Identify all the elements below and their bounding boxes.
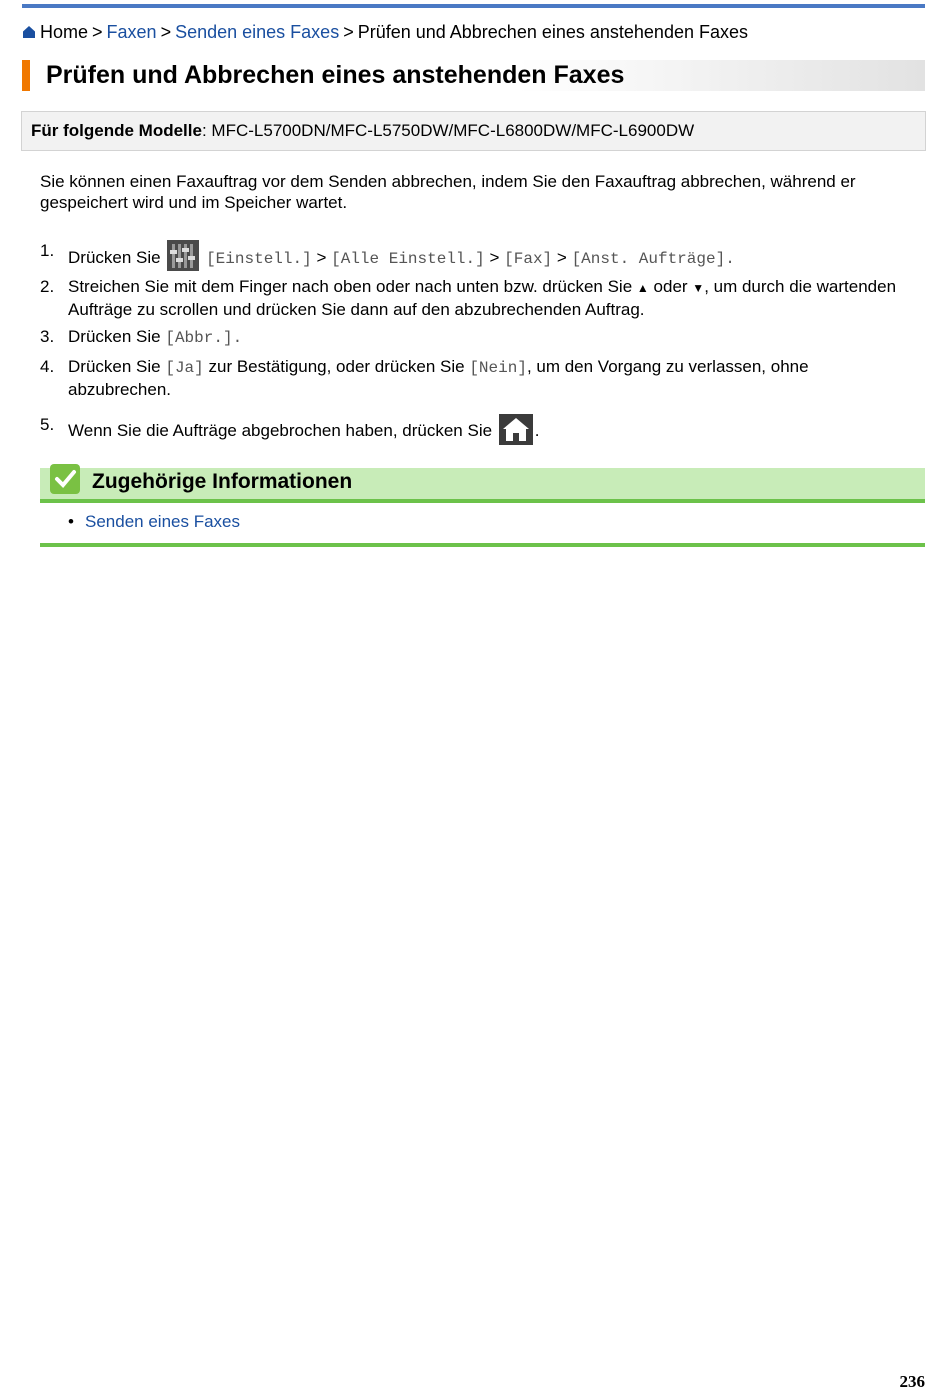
step-text: Wenn Sie die Aufträge abgebrochen haben, drücken Sie [68, 421, 493, 440]
step-text: oder [653, 277, 688, 296]
related-link-senden[interactable]: Senden eines Faxes [85, 512, 240, 531]
step-text: Drücken Sie [68, 327, 161, 346]
arrow-separator: > [316, 248, 327, 267]
title-bar [22, 60, 925, 91]
end-rule [40, 543, 925, 547]
breadcrumb-separator: > [92, 22, 103, 42]
arrow-separator: > [556, 248, 567, 267]
intro-text: Sie können einen Faxauftrag vor dem Senden abbrechen, indem Sie den Faxauftrag abbrechen, während er gespeichert wird und im Speicher wartet. [40, 172, 856, 212]
menu-fax: [Fax] [504, 250, 553, 268]
models-box [21, 111, 926, 151]
title-accent [22, 60, 30, 91]
menu-einstell: [Einstell.] [206, 250, 312, 268]
step-end: . [725, 250, 735, 268]
related-info-header [40, 468, 925, 499]
models-colon: : [201, 121, 207, 140]
step-text: Drücken Sie [68, 357, 161, 376]
page-title: Prüfen und Abbrechen eines anstehenden Faxes [46, 61, 625, 89]
down-arrow-icon: ▼ [692, 281, 705, 295]
step-text: Streichen Sie mit dem Finger nach oben oder nach unten bzw. drücken Sie [68, 277, 633, 296]
home-icon [22, 25, 36, 39]
breadcrumb-separator: > [343, 22, 354, 42]
breadcrumb-current: Prüfen und Abbrechen eines anstehenden Faxes [357, 22, 748, 42]
breadcrumb-link-senden[interactable]: Senden eines Faxes [175, 22, 340, 42]
step-number: 1. [40, 241, 55, 260]
step-number: 3. [40, 327, 55, 346]
home-button-icon [499, 414, 533, 445]
breadcrumb-link-faxen[interactable]: Faxen [106, 22, 157, 42]
breadcrumb [22, 22, 748, 43]
step-end: . [232, 329, 243, 347]
settings-icon [167, 240, 199, 271]
top-rule [22, 4, 925, 8]
related-info-heading: Zugehörige Informationen [92, 470, 353, 493]
list-bullet: • [68, 512, 74, 531]
menu-alle-einstell: [Alle Einstell.] [331, 250, 485, 268]
menu-anst-auftraege: [Anst. Aufträge] [571, 250, 726, 268]
step-number: 4. [40, 357, 55, 376]
breadcrumb-home[interactable]: Home [40, 22, 89, 42]
step-text: Drücken Sie [68, 248, 161, 267]
button-ja: [Ja] [165, 359, 204, 377]
checkmark-icon [50, 464, 80, 494]
step-number: 5. [40, 415, 55, 434]
up-arrow-icon: ▲ [636, 281, 649, 295]
models-list: MFC-L5700DN/MFC-L5750DW/MFC-L6800DW/MFC-L6900DW [211, 121, 695, 140]
models-label: Für folgende Modelle [31, 121, 202, 140]
step-text: zur Bestätigung, oder drücken Sie [208, 357, 465, 376]
arrow-separator: > [489, 248, 500, 267]
step-end: . [534, 421, 540, 440]
related-info-rule [40, 499, 925, 503]
step-text: , um durch die wartenden Aufträge zu scrollen und drücken Sie dann auf den abzubrechenden Auftrag. [68, 277, 897, 319]
page-number: 236 [899, 1372, 925, 1391]
button-nein: [Nein] [469, 359, 527, 377]
breadcrumb-separator: > [160, 22, 172, 42]
step-text: , um den Vorgang zu verlassen, ohne abzubrechen. [68, 357, 809, 399]
step-number: 2. [40, 277, 55, 296]
button-abbr: [Abbr.] [165, 329, 233, 347]
